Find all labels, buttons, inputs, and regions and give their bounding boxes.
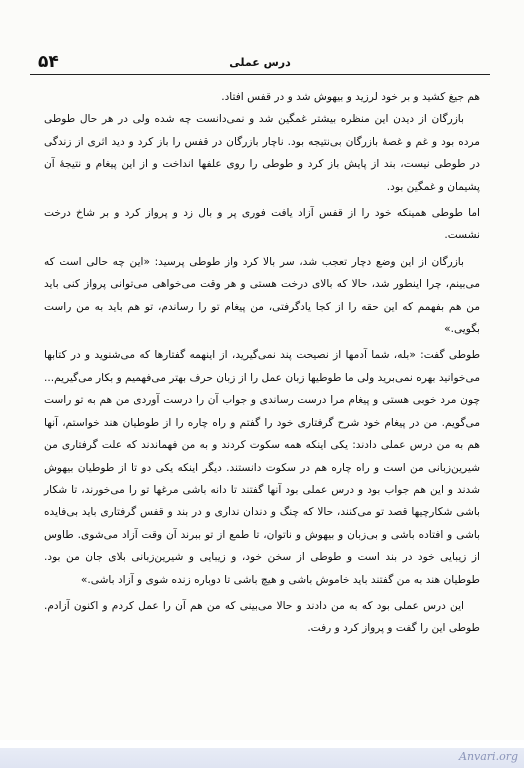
header-rule (30, 74, 490, 75)
running-header (30, 52, 490, 72)
paragraph-1: هم جیغ کشید و بر خود لرزید و بیهوش شد و در قفس افتاد. (221, 91, 480, 103)
paragraph-5: طوطی گفت: «بله، شما آدمها از نصیحت پند نمی‌گیرید، از اینهمه گفتارها که می‌شنوید و در کتابها می‌خوانید بهره نمی‌برید ولی ما طوطیها زبان عمل را از زبان حرف بهتر می‌فهمیم و بکار می‌گیریم... چون مرد خوبی هستی و پیغام مرا درست رساندی و جواب آن را درست آوردی من هم به تو راست می‌گویم. من در پیغام خود شرح گرفتاری خود را گفتم و راه چاره را از طوطیان هند خواستم، آنها هم به من درس عملی دادند: یکی اینکه همه سکوت کردند و به من فهماندند که علت گرفتاری من شیرین‌زبانی من است و راه چاره هم در سکوت دانستند. دیگر اینکه یکی دو تا از طوطیان بیهوش شدند و این هم جواب بود و درس عملی بود آنها گفتند تا دانه باشی مرغها تو را می‌خورند، تا شکار باشی شکارچیها قصد تو می‌کنند، حالا که چنگ و دندان نداری و در بند و قفس گرفتاری باید بی‌فایده باشی و افتاده باشی و بی‌زبان و بیهوش و ناتوان، تا طمع از تو ببرند آن وقت آزاد می‌شوی. طاوس از زیبایی خود در بند است و طوطی از سخن خود، و زیبایی و شیرین‌زبانی بلای جان من بود. طوطیان هند به من گفتند باید خاموش باشی و هیچ باشی تا دوباره زنده شوی و آزاد باشی.» (44, 349, 480, 586)
paragraph-3: اما طوطی همینکه خود را از قفس آزاد یافت فوری پر و بال زد و پرواز کرد و بر شاخ درخت نشست. (44, 207, 480, 242)
footer-bar (0, 748, 524, 768)
running-title: درس عملی (229, 56, 291, 69)
paragraph-6: این درس عملی بود که به من دادند و حالا می‌بینی که من هم آن را عمل کردم و اکنون آزادم. طوطی این را گفت و پرواز کرد و رفت. (44, 599, 480, 635)
paragraph-2: بازرگان از دیدن این منظره بیشتر غمگین شد و نمی‌دانست چه شده ولی در هر حال طوطی مرده بود و غم و غصهٔ بازرگان بی‌نتیجه بود. ناچار بازرگان در قفس را باز کرد و دید اثری از زندگی در طوطی نیست، بند از پایش باز کرد و طوطی را روی علفها انداخت و از این پیغام و نتیجهٔ آن پشیمان و غمگین بود. (44, 113, 480, 193)
body-text (44, 86, 480, 644)
page-number: ۵۴ (38, 52, 59, 72)
paragraph-4: بازرگان از این وضع دچار تعجب شد، سر بالا کرد واز طوطی پرسید: «این چه حالی است که می‌بینم، چرا اینطور شد، حالا که بالای درخت هستی و هر وقت می‌خواهی می‌توانی پرواز کنی باید من هم بفهمم که این حقه را از کجا یادگرفتی، من پیغام تو را رساندم، تو هم باید به من راست بگویی.» (44, 255, 480, 336)
watermark: Anvari.org (459, 750, 518, 763)
